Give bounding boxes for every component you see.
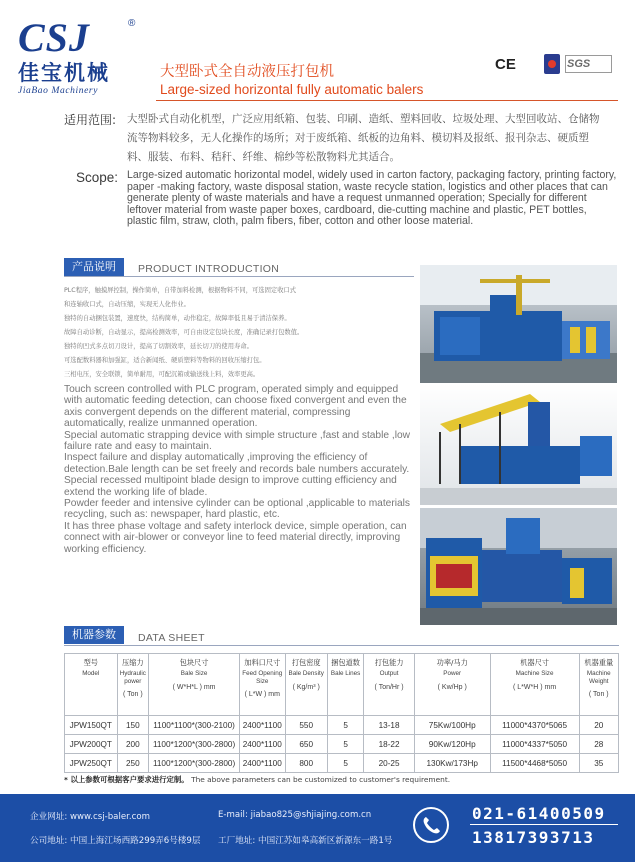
col-header: 捆包道数 Bale Lines [327, 654, 363, 716]
page-title-en: Large-sized horizontal fully automatic balers [160, 82, 424, 97]
table-row [65, 754, 619, 773]
table-cell: 2400*1100 [240, 716, 285, 735]
brand-name-en: JiaBao Machinery [18, 86, 99, 96]
table-cell: 11000*4370*5065 [490, 716, 579, 735]
scope-label-cn: 适用范围: [64, 113, 117, 127]
table-cell: JPW150QT [65, 716, 118, 735]
baler-photo-3 [420, 508, 617, 625]
table-cell: 20 [579, 716, 618, 735]
logo-mark-text: CSJ [18, 15, 90, 60]
table-cell: JPW200QT [65, 735, 118, 754]
registered-mark: ® [128, 18, 136, 29]
ce-cert-icon: CE [495, 56, 516, 73]
col-header: 打包密度 Bale Density ( Kg/m³ ) [285, 654, 327, 716]
intro-line-cn: PLC程序，触摸屏控制，操作简单，自带加料检测，根据物料不同，可选固定收口式 [64, 287, 297, 294]
table-cell: 18-22 [364, 735, 415, 754]
intro-line-cn: 独特的自动捆包装置，速度快，结构简单，动作稳定，故障率低且易于清洁保养。 [64, 315, 291, 322]
baler-photo-2 [420, 384, 617, 505]
brand-name-cn: 佳宝机械 [18, 61, 110, 85]
data-sheet-tag: 机器参数 [64, 626, 124, 644]
table-row [65, 735, 619, 754]
iso-cert-icon [544, 54, 560, 74]
col-header: 机器尺寸 Machine Size ( L*W*H ) mm [490, 654, 579, 716]
phone-divider [470, 824, 618, 825]
intro-text-cn [64, 284, 414, 382]
footer-email[interactable]: E-mail: jiabao825@shjiajing.com.cn [218, 810, 372, 820]
table-cell: 800 [285, 754, 327, 773]
col-header: 打包能力 Output ( Ton/Hr ) [364, 654, 415, 716]
intro-line-cn: 和连轴收口式，自动压缩，实现无人化作业。 [64, 301, 190, 308]
table-cell: 20-25 [364, 754, 415, 773]
table-cell: 1100*1200*(300-2800) [149, 735, 240, 754]
table-cell: JPW250QT [65, 754, 118, 773]
table-cell: 1100*1100*(300-2100) [149, 716, 240, 735]
table-cell: 150 [117, 716, 149, 735]
table-cell: 550 [285, 716, 327, 735]
table-cell: 2400*1100 [240, 754, 285, 773]
col-header: 功率/马力 Power ( Kw/Hp ) [414, 654, 490, 716]
page-title-cn: 大型卧式全自动液压打包机 [160, 64, 334, 80]
table-cell: 5 [327, 754, 363, 773]
scope-text-cn: 大型卧式自动化机型，广泛应用纸箱、包装、印刷、造纸、塑料回收、垃圾处理、大型回收站、仓储物流等物料较多，无人化操作的场所；对于废纸箱、纸板的边角料、模切料及报纸、报刊杂志、硬质塑料、服装、布料、秸秆、纤维、棉纱等松散物料尤其适合。 [127, 113, 600, 163]
data-sheet-divider [64, 645, 619, 646]
table-cell: 1100*1200*(300-2800) [149, 754, 240, 773]
col-header: 机器重量 Machine Weight ( Ton ) [579, 654, 618, 716]
table-cell: 11000*4337*5050 [490, 735, 579, 754]
col-header: 压缩力 Hydraulic power ( Ton ) [117, 654, 149, 716]
product-intro-tag: 产品说明 [64, 258, 124, 276]
footer-factory-address: 工厂地址: 中国江苏如皋高新区新源东一路1号 [218, 836, 393, 846]
col-header: 包块尺寸 Bale Size ( W*H*L ) mm [149, 654, 240, 716]
footer-website[interactable]: 企业网址: www.csj-baler.com [30, 812, 150, 822]
table-cell: 28 [579, 735, 618, 754]
scope-label-en: Scope: [76, 170, 119, 185]
table-cell: 35 [579, 754, 618, 773]
table-row [65, 716, 619, 735]
product-intro-heading: PRODUCT INTRODUCTION [138, 263, 280, 275]
note-en: The above parameters can be customized to customer's requirement. [191, 775, 451, 784]
spec-table [64, 653, 619, 773]
customization-note [64, 774, 450, 785]
intro-line-cn: 三相电压，安全联锁，简单耐用，可配沉箱或输送线上料，效率更高。 [64, 371, 260, 378]
baler-photo-1 [420, 265, 617, 383]
title-divider [156, 100, 618, 101]
table-cell: 200 [117, 735, 149, 754]
intro-text-en: Touch screen controlled with PLC program, operated simply and equipped with automatic feeding detection, can choose fixed convergent and even the axis convergent depends on the different material, compressing automatically, realize unmanned operation. Special automatic strapping device with simple structure ,fast and stable ,low failure rate and easy to maintain. Inspect failure and display automatically ,improving the efficiency of detection.Bale length can be set freely and records bale numbers accurately. Special recessed multipoint blade design to improve cutting efficiency and extend the working life of blade. Powder feeder and intensive cylinder can be optional ,applicable to materials recycling, such as: newspaper, hard plastic, etc. It has three phase voltage and safety interlock device, simple operation, can connect with air-blower or conveyor line to feed material directly, improving working efficiency. [64, 384, 411, 555]
table-cell: 5 [327, 716, 363, 735]
phone-icon [413, 807, 449, 843]
col-header: 型号 Model [65, 654, 118, 716]
intro-line-cn: 可选配数料器和加强缸，适合新闻纸、硬质塑料等物料的回收压缩打包。 [64, 357, 266, 364]
footer-bar [0, 794, 635, 862]
footer-company-address: 公司地址: 中国上海江场西路299弄6号楼9层 [30, 836, 201, 846]
data-sheet-heading: DATA SHEET [138, 632, 205, 644]
note-cn: * 以上参数可根据客户要求进行定制。 [64, 775, 189, 784]
intro-line-cn: 独特的凹式多点切刀设计，提高了切割效率，延长切刀的使用寿命。 [64, 343, 253, 350]
scope-text-en: Large-sized automatic horizontal model, widely used in carton factory, packaging factory, printing factory, paper -making factory, waste disposal station, waste recycle station, logistics and other places that can generate plenty of waste materials and have a request unmanned operation; Specially for different leftover material from waste paper boxes, cardboard, die-cutting machine and plastic, PET bottles, plastic film, straw, cloth, palm fibers, fiber, cotton and other loose material. [127, 169, 617, 227]
company-logo [18, 15, 136, 104]
table-cell: 11500*4468*5050 [490, 754, 579, 773]
table-cell: 90Kw/120Hp [414, 735, 490, 754]
table-cell: 75Kw/100Hp [414, 716, 490, 735]
table-cell: 2400*1100 [240, 735, 285, 754]
intro-line-cn: 故障自动诊断，自动显示，提高检测效率，可自由设定包块长度，准确记录打包数值。 [64, 329, 304, 336]
spec-table-header [65, 654, 619, 716]
table-cell: 5 [327, 735, 363, 754]
phone-number-2[interactable]: 13817393713 [472, 828, 595, 847]
table-cell: 250 [117, 754, 149, 773]
table-cell: 650 [285, 735, 327, 754]
sgs-cert-icon: SGS [567, 58, 591, 70]
col-header: 加料口尺寸 Feed Opening Size ( L*W ) mm [240, 654, 285, 716]
intro-divider [64, 276, 414, 277]
table-cell: 13-18 [364, 716, 415, 735]
phone-number-1[interactable]: 021-61400509 [472, 804, 606, 823]
table-cell: 130Kw/173Hp [414, 754, 490, 773]
